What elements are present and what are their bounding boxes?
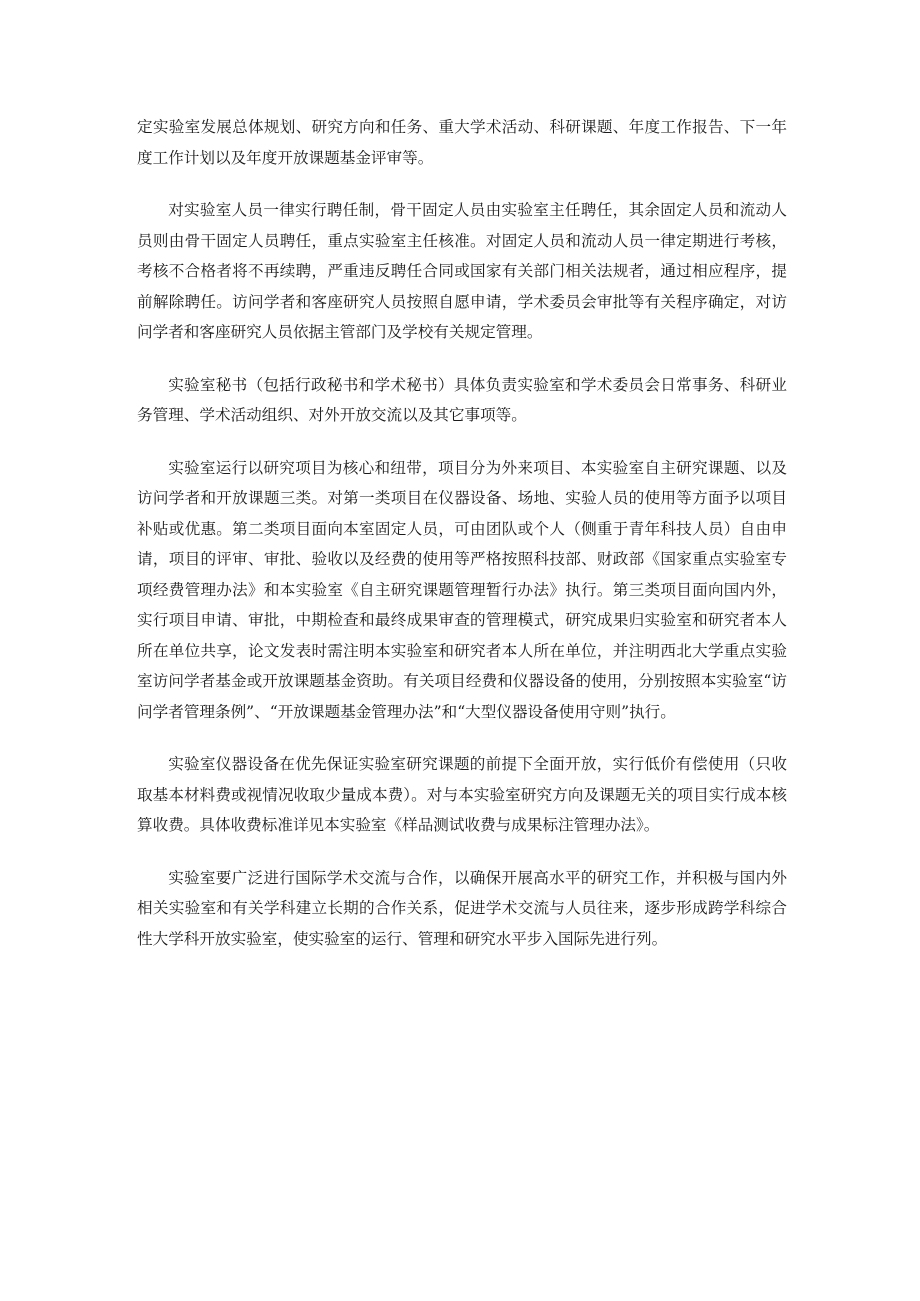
paragraph-1: 定实验室发展总体规划、研究方向和任务、重大学术活动、科研课题、年度工作报告、下一年度工作计划以及年度开放课题基金评审等。	[137, 118, 787, 167]
paragraph-6: 实验室要广泛进行国际学术交流与合作，以确保开展高水平的研究工作，并积极与国内外相关实验室和有关学科建立长期的合作关系，促进学术交流与人员往来，逐步形成跨学科综合性大学科开放实验室，使实验室的运行、管理和研究水平步入国际先进行列。	[137, 868, 787, 948]
paragraph-5: 实验室仪器设备在优先保证实验室研究课题的前提下全面开放，实行低价有偿使用（只收取基本材料费或视情况收取少量成本费）。对与本实验室研究方向及课题无关的项目实行成本核算收费。具体收费标准详见本实验室《样品测试收费与成果标注管理办法》。	[137, 755, 787, 834]
paragraph-2: 对实验室人员一律实行聘任制，骨干固定人员由实验室主任聘任，其余固定人员和流动人员则由骨干固定人员聘任，重点实验室主任核准。对固定人员和流动人员一律定期进行考核，考核不合格者将不再续聘，严重违反聘任合同或国家有关部门相关法规者，通过相应程序，提前解除聘任。访问学者和客座研究人员按照自愿申请，学术委员会审批等有关程序确定，对访问学者和客座研究人员依据主管部门及学校有关规定管理。	[137, 201, 787, 341]
document-body	[137, 112, 787, 976]
paragraph-4: 实验室运行以研究项目为核心和纽带，项目分为外来项目、本实验室自主研究课题、以及访问学者和开放课题三类。对第一类项目在仪器设备、场地、实验人员的使用等方面予以项目补贴或优惠。第二类项目面向本室固定人员，可由团队或个人（侧重于青年科技人员）自由申请，项目的评审、审批、验收以及经费的使用等严格按照科技部、财政部《国家重点实验室专项经费管理办法》和本实验室《自主研究课题管理暂行办法》执行。第三类项目面向国内外，实行项目申请、审批，中期检查和最终成果审查的管理模式，研究成果归实验室和研究者本人所在单位共享，论文发表时需注明本实验室和研究者本人所在单位，并注明西北大学重点实验室访问学者基金或开放课题基金资助。有关项目经费和仪器设备的使用，分别按照本实验室“访问学者管理条例”、“开放课题基金管理办法”和“大型仪器设备使用守则”执行。	[137, 458, 787, 721]
paragraph-3: 实验室秘书（包括行政秘书和学术秘书）具体负责实验室和学术委员会日常事务、科研业务管理、学术活动组织、对外开放交流以及其它事项等。	[137, 375, 787, 424]
